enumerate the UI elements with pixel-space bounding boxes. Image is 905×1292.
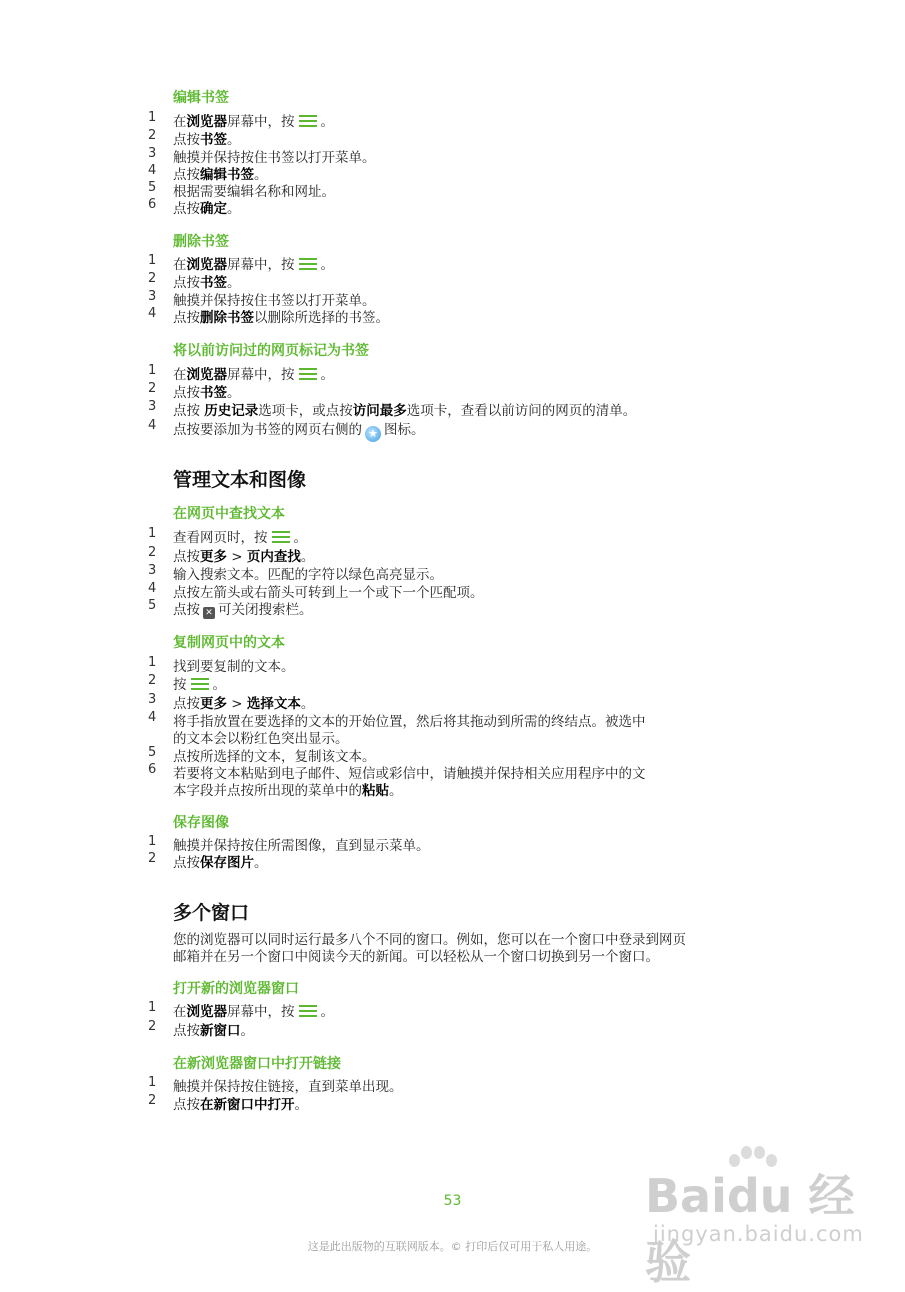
step-text: 点按确定。 [173, 201, 241, 217]
step-number: 1 [148, 1000, 157, 1015]
step-row [0, 271, 905, 289]
step-text: 点按所选择的文本，复制该文本。 [173, 749, 376, 765]
step-text: 点按 历史记录选项卡，或点按访问最多选项卡，查看以前访问的网页的清单。 [173, 403, 637, 419]
menu-icon [297, 113, 319, 129]
step-row [0, 180, 905, 198]
close-search-icon: ✕ [203, 607, 215, 619]
step-row [0, 545, 905, 563]
step-row [0, 381, 905, 399]
bookmark-star-icon: ★ [365, 426, 381, 442]
menu-icon [297, 1003, 319, 1019]
step-number: 3 [148, 692, 157, 707]
step-row [0, 655, 905, 673]
step-row [0, 1000, 905, 1018]
subheading-open-link: 在新浏览器窗口中打开链接 [173, 1056, 341, 1072]
step-number: 5 [148, 598, 157, 613]
step-text: 将手指放置在要选择的文本的开始位置，然后将其拖动到所需的终结点。被选中 [173, 714, 646, 730]
menu-icon [270, 529, 292, 545]
step-text: 的文本会以粉红色突出显示。 [173, 731, 349, 747]
step-row [0, 1019, 905, 1037]
step-text: 点按在新窗口中打开。 [173, 1097, 308, 1113]
step-text: 点按左箭头或右箭头可转到上一个或下一个匹配项。 [173, 585, 484, 601]
step-row [0, 418, 905, 440]
step-number: 4 [148, 581, 157, 596]
page-number: 53 [443, 1193, 462, 1209]
step-text: 点按更多 > 选择文本。 [173, 696, 315, 712]
step-row [0, 289, 905, 307]
step-number: 3 [148, 289, 157, 304]
step-number: 3 [148, 146, 157, 161]
paragraph-line: 邮箱并在另一个窗口中阅读今天的新闻。可以轻松从一个窗口切换到另一个窗口。 [173, 949, 659, 965]
subheading-find-text: 在网页中查找文本 [173, 506, 285, 522]
step-text: 在浏览器屏幕中，按 。 [173, 367, 334, 383]
step-row [0, 399, 905, 417]
step-text: 点按编辑书签。 [173, 167, 268, 183]
subheading-copy-text: 复制网页中的文本 [173, 635, 285, 651]
step-number: 5 [148, 180, 157, 195]
step-number: 2 [148, 851, 157, 866]
step-number: 3 [148, 399, 157, 414]
step-row [0, 253, 905, 271]
step-row [0, 128, 905, 146]
step-number: 4 [148, 306, 157, 321]
step-row [0, 110, 905, 128]
baidu-watermark [645, 1150, 865, 1289]
section-heading-manage: 管理文本和图像 [173, 469, 307, 491]
step-text: 根据需要编辑名称和网址。 [173, 184, 335, 200]
step-text: 点按书签。 [173, 132, 241, 148]
step-number: 4 [148, 418, 157, 433]
step-number: 4 [148, 163, 157, 178]
step-row [0, 163, 905, 181]
step-number: 2 [148, 128, 157, 143]
subheading-save-image: 保存图像 [173, 815, 229, 831]
step-text: 按 。 [173, 677, 226, 693]
step-row [0, 762, 905, 780]
watermark-url: jingyan.baidu.com [653, 1222, 864, 1246]
step-number: 5 [148, 745, 157, 760]
step-number: 1 [148, 834, 157, 849]
step-text: 在浏览器屏幕中，按 。 [173, 114, 334, 130]
menu-icon [189, 676, 211, 692]
step-number: 2 [148, 1093, 157, 1108]
step-number: 2 [148, 271, 157, 286]
step-row [0, 851, 905, 869]
step-text: 点按更多 > 页内查找。 [173, 549, 315, 565]
step-text: 点按删除书签以删除所选择的书签。 [173, 310, 389, 326]
step-row [0, 306, 905, 324]
menu-icon [297, 256, 319, 272]
step-text: 查看网页时，按 。 [173, 530, 307, 546]
subheading-edit-bookmark: 编辑书签 [173, 90, 229, 106]
step-number: 2 [148, 1019, 157, 1034]
step-row [0, 1093, 905, 1111]
step-row [0, 692, 905, 710]
step-row [0, 526, 905, 544]
step-text: 在浏览器屏幕中，按 。 [173, 1004, 334, 1020]
step-row [0, 363, 905, 381]
step-number: 1 [148, 1075, 157, 1090]
step-row [0, 673, 905, 691]
step-row [0, 834, 905, 852]
step-number: 6 [148, 762, 157, 777]
step-number: 1 [148, 655, 157, 670]
step-text: 点按保存图片。 [173, 855, 268, 871]
footer-notice: 这是此出版物的互联网版本。© 打印后仅可用于私人用途。 [307, 1240, 598, 1253]
step-row [0, 197, 905, 215]
step-number: 6 [148, 197, 157, 212]
subheading-delete-bookmark: 删除书签 [173, 234, 229, 250]
step-row [0, 710, 905, 728]
step-text: 触摸并保持按住链接，直到菜单出现。 [173, 1079, 403, 1095]
step-number: 2 [148, 381, 157, 396]
step-row-continued [0, 779, 905, 797]
step-number: 1 [148, 363, 157, 378]
step-number: 2 [148, 673, 157, 688]
step-row [0, 598, 905, 616]
step-text: 点按书签。 [173, 275, 241, 291]
step-row [0, 563, 905, 581]
step-row [0, 146, 905, 164]
step-text: 本字段并点按所出现的菜单中的粘贴。 [173, 783, 403, 799]
step-number: 2 [148, 545, 157, 560]
step-number: 4 [148, 710, 157, 725]
step-row [0, 1075, 905, 1093]
step-text: 在浏览器屏幕中，按 。 [173, 257, 334, 273]
step-row-continued [0, 727, 905, 745]
section-heading-multi-window: 多个窗口 [173, 902, 250, 924]
step-text: 输入搜索文本。匹配的字符以绿色高亮显示。 [173, 567, 443, 583]
step-row [0, 581, 905, 599]
paragraph-line: 您的浏览器可以同时运行最多八个不同的窗口。例如，您可以在一个窗口中登录到网页 [173, 932, 686, 948]
subheading-bookmark-visited: 将以前访问过的网页标记为书签 [173, 343, 369, 359]
watermark-logo: Baidu 经验 [645, 1169, 855, 1289]
step-text: 若要将文本粘贴到电子邮件、短信或彩信中，请触摸并保持相关应用程序中的文 [173, 766, 646, 782]
step-number: 1 [148, 110, 157, 125]
subheading-open-window: 打开新的浏览器窗口 [173, 981, 299, 997]
step-text: 点按 ✕ 可关闭搜索栏。 [173, 602, 313, 618]
step-number: 1 [148, 253, 157, 268]
menu-icon [297, 366, 319, 382]
step-text: 点按新窗口。 [173, 1023, 254, 1039]
step-text: 点按书签。 [173, 385, 241, 401]
step-number: 3 [148, 563, 157, 578]
step-text: 找到要复制的文本。 [173, 659, 295, 675]
step-number: 1 [148, 526, 157, 541]
step-row [0, 745, 905, 763]
step-text: 触摸并保持按住书签以打开菜单。 [173, 150, 376, 166]
step-text: 触摸并保持按住书签以打开菜单。 [173, 293, 376, 309]
step-text: 触摸并保持按住所需图像，直到显示菜单。 [173, 838, 430, 854]
step-text: 点按要添加为书签的网页右侧的 ★ 图标。 [173, 422, 425, 440]
